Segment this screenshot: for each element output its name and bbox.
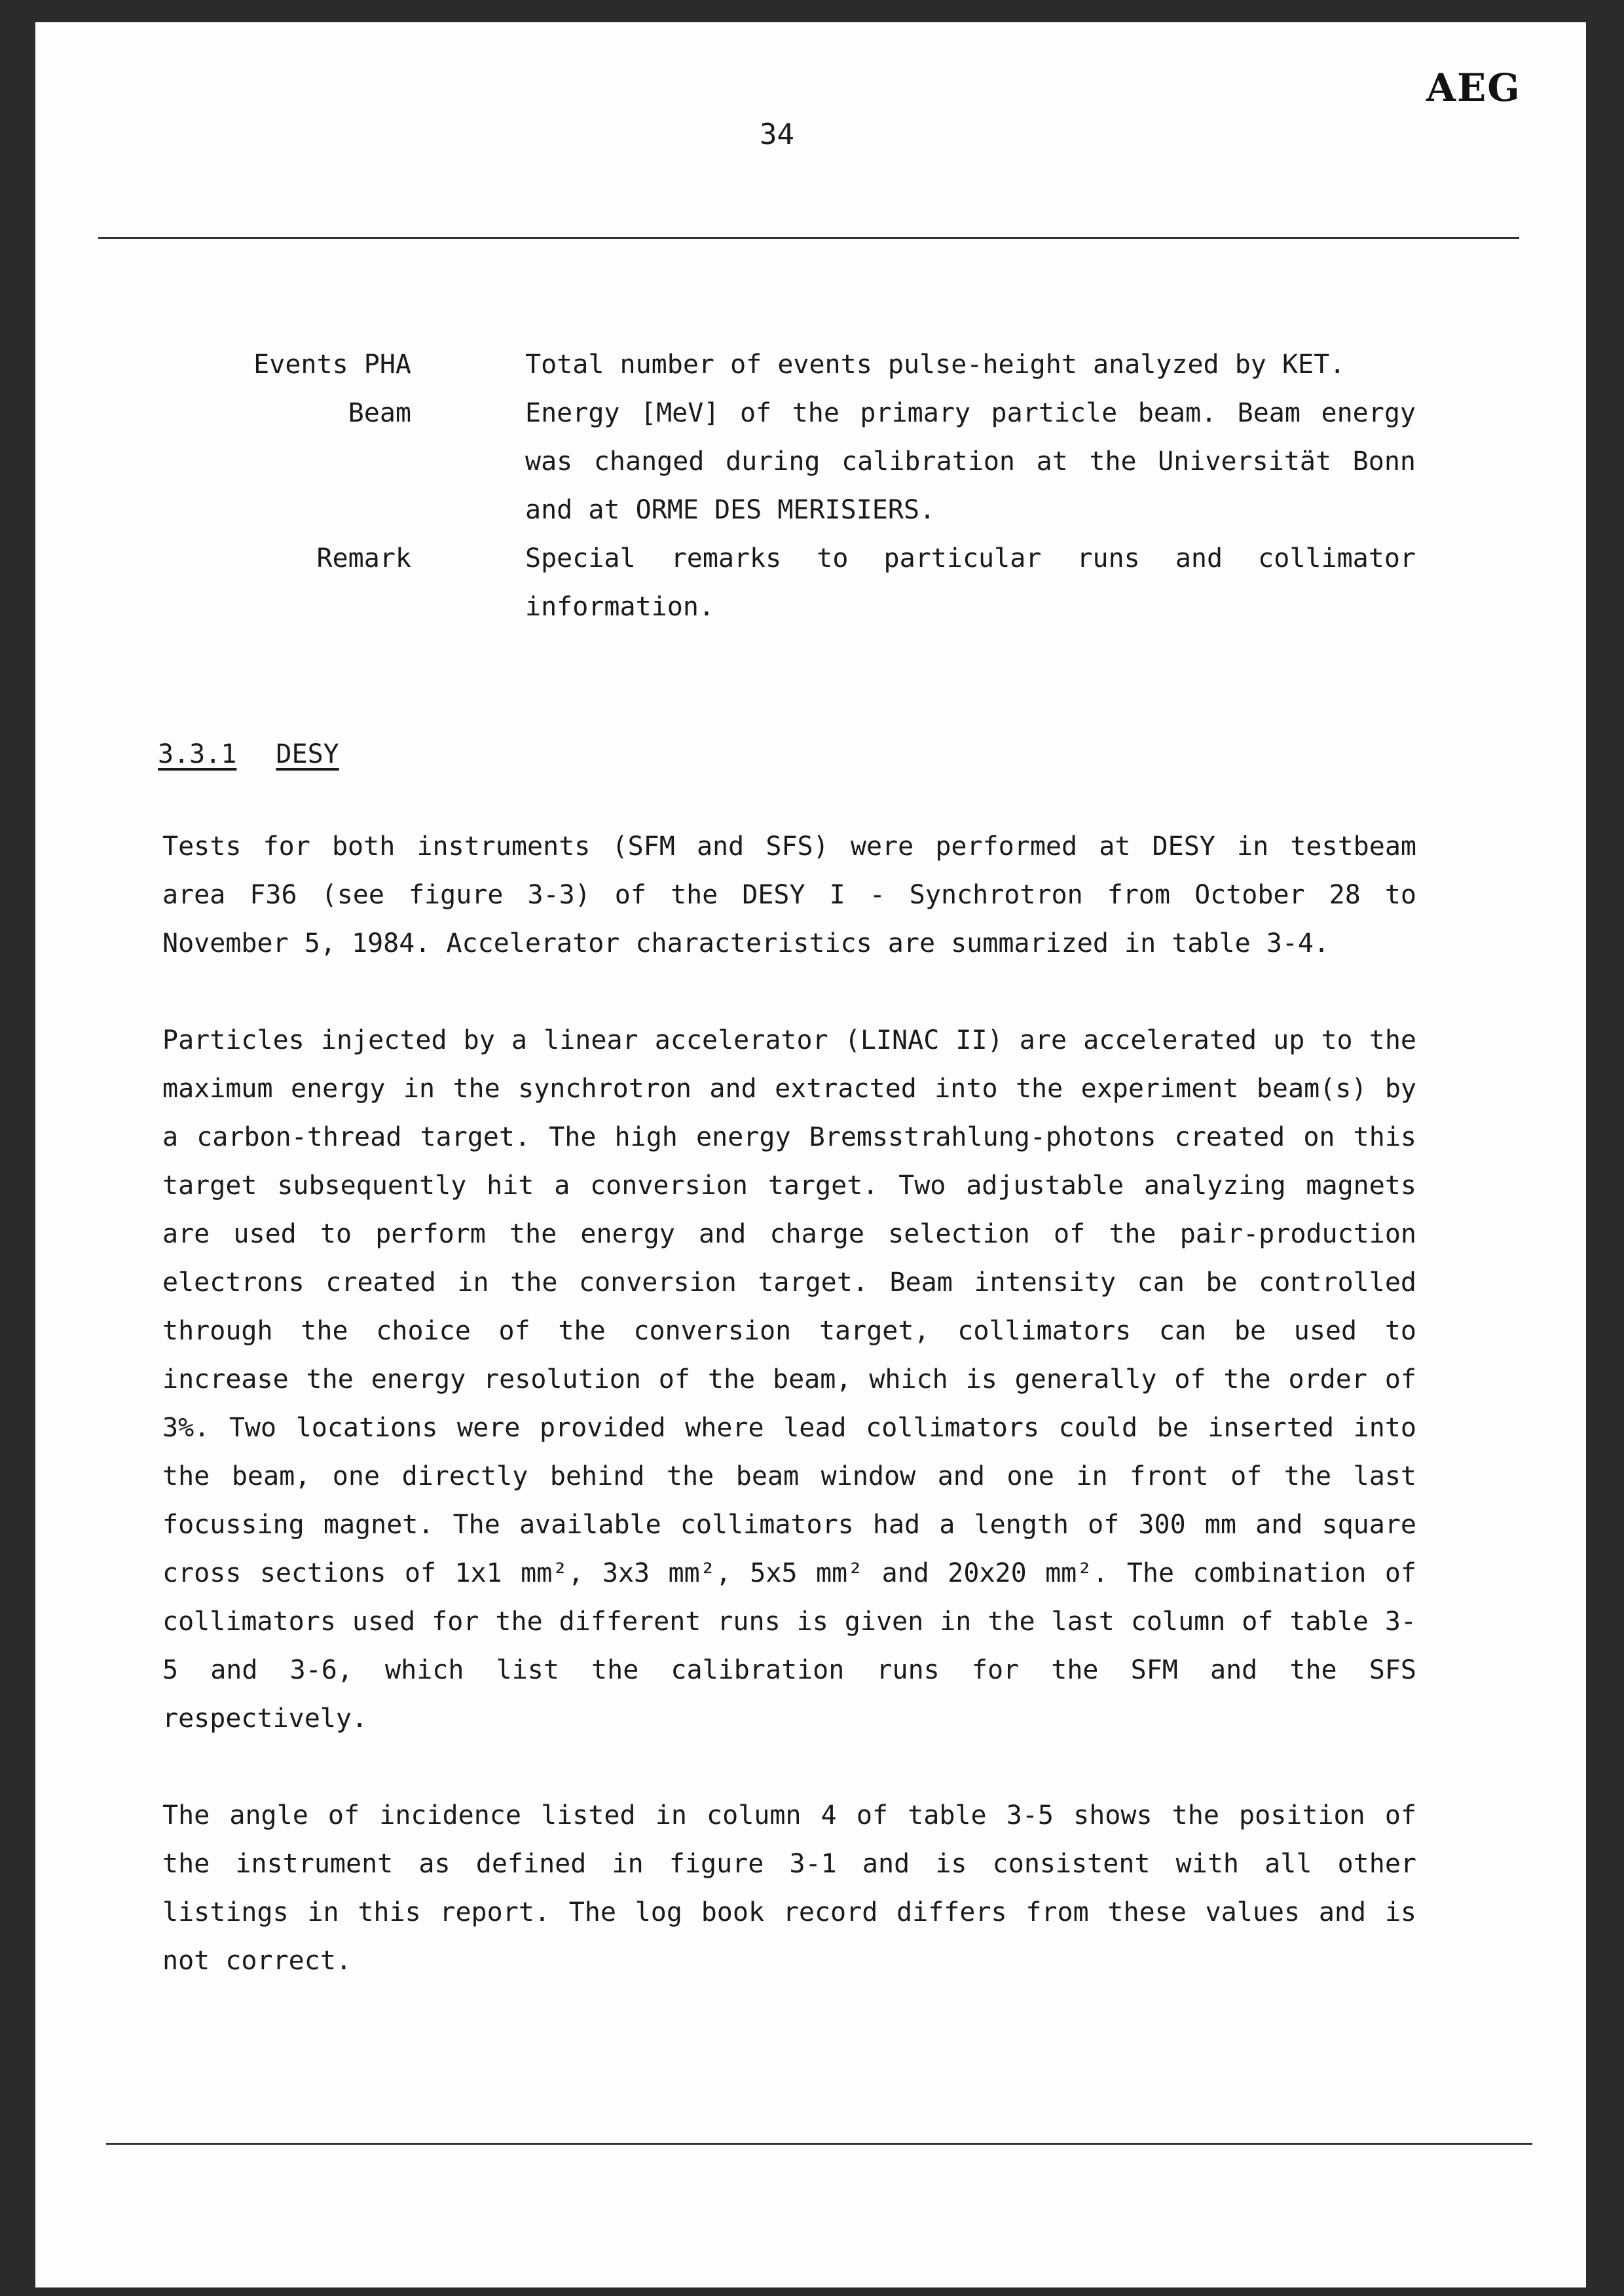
definition-term: Remark (316, 543, 411, 574)
paragraph: Particles injected by a linear accelerator (LINAC II) are accelerated up to the maximum energy in the synchrotron and extracted into the experiment beam(s) by a carbon-thread target. The high energy Bremsstrahlung-photons created on this target subsequently hit a conversion target. Two adjustable analyzing magnets are used to perform the energy and charge selection of the pair-production electrons created in the conversion target. Beam intensity can be controlled through the choice of the conversion target, collimators can be used to increase the energy resolution of the beam, which is generally of the order of 3%. Two locations were provided where lead collimators could be inserted into the beam, one directly behind the beam window and one in front of the last focussing magnet. The available collimators had a length of 300 mm and square cross sections of 1x1 mm², 3x3 mm², 5x5 mm² and 20x20 mm². The combination of collimators used for the different runs is given in the last column of table 3-5 and 3-6, which list the calibration runs for the SFM and the SFS respectively. (162, 1025, 1416, 1734)
company-logo: AEG (1426, 65, 1521, 110)
definition-item (0, 340, 1572, 389)
definition-description: Special remarks to particular runs and collimator information. (525, 543, 1416, 622)
header-divider (98, 237, 1519, 239)
definition-term: Events PHA (253, 350, 411, 380)
page-number: 34 (760, 118, 794, 151)
section-title: DESY (276, 739, 339, 769)
definition-description: Energy [MeV] of the primary particle beam. Beam energy was changed during calibration at the Universität Bonn and at ORME DES MERISIERS. (525, 398, 1416, 525)
paragraph: The angle of incidence listed in column 4 of table 3-5 shows the position of the instrument as defined in figure 3-1 and is consistent with all other listings in this report. The log book record differs from these values and is not correct. (162, 1800, 1416, 1976)
definition-term: Beam (348, 398, 411, 428)
definition-item (0, 534, 1572, 631)
section-heading (158, 735, 339, 774)
definition-description: Total number of events pulse-height analyzed by KET. (525, 350, 1346, 380)
definition-list (0, 340, 1572, 631)
paragraph: Tests for both instruments (SFM and SFS) were performed at DESY in testbeam area F36 (see figure 3-3) of the DESY I - Synchrotron from October 28 to November 5, 1984. Accelerator characteristics are summarized in table 3-4. (162, 831, 1416, 958)
definition-item (0, 389, 1572, 534)
footer-divider (106, 2143, 1532, 2145)
body-text (162, 822, 1416, 2033)
section-number: 3.3.1 (158, 739, 237, 769)
